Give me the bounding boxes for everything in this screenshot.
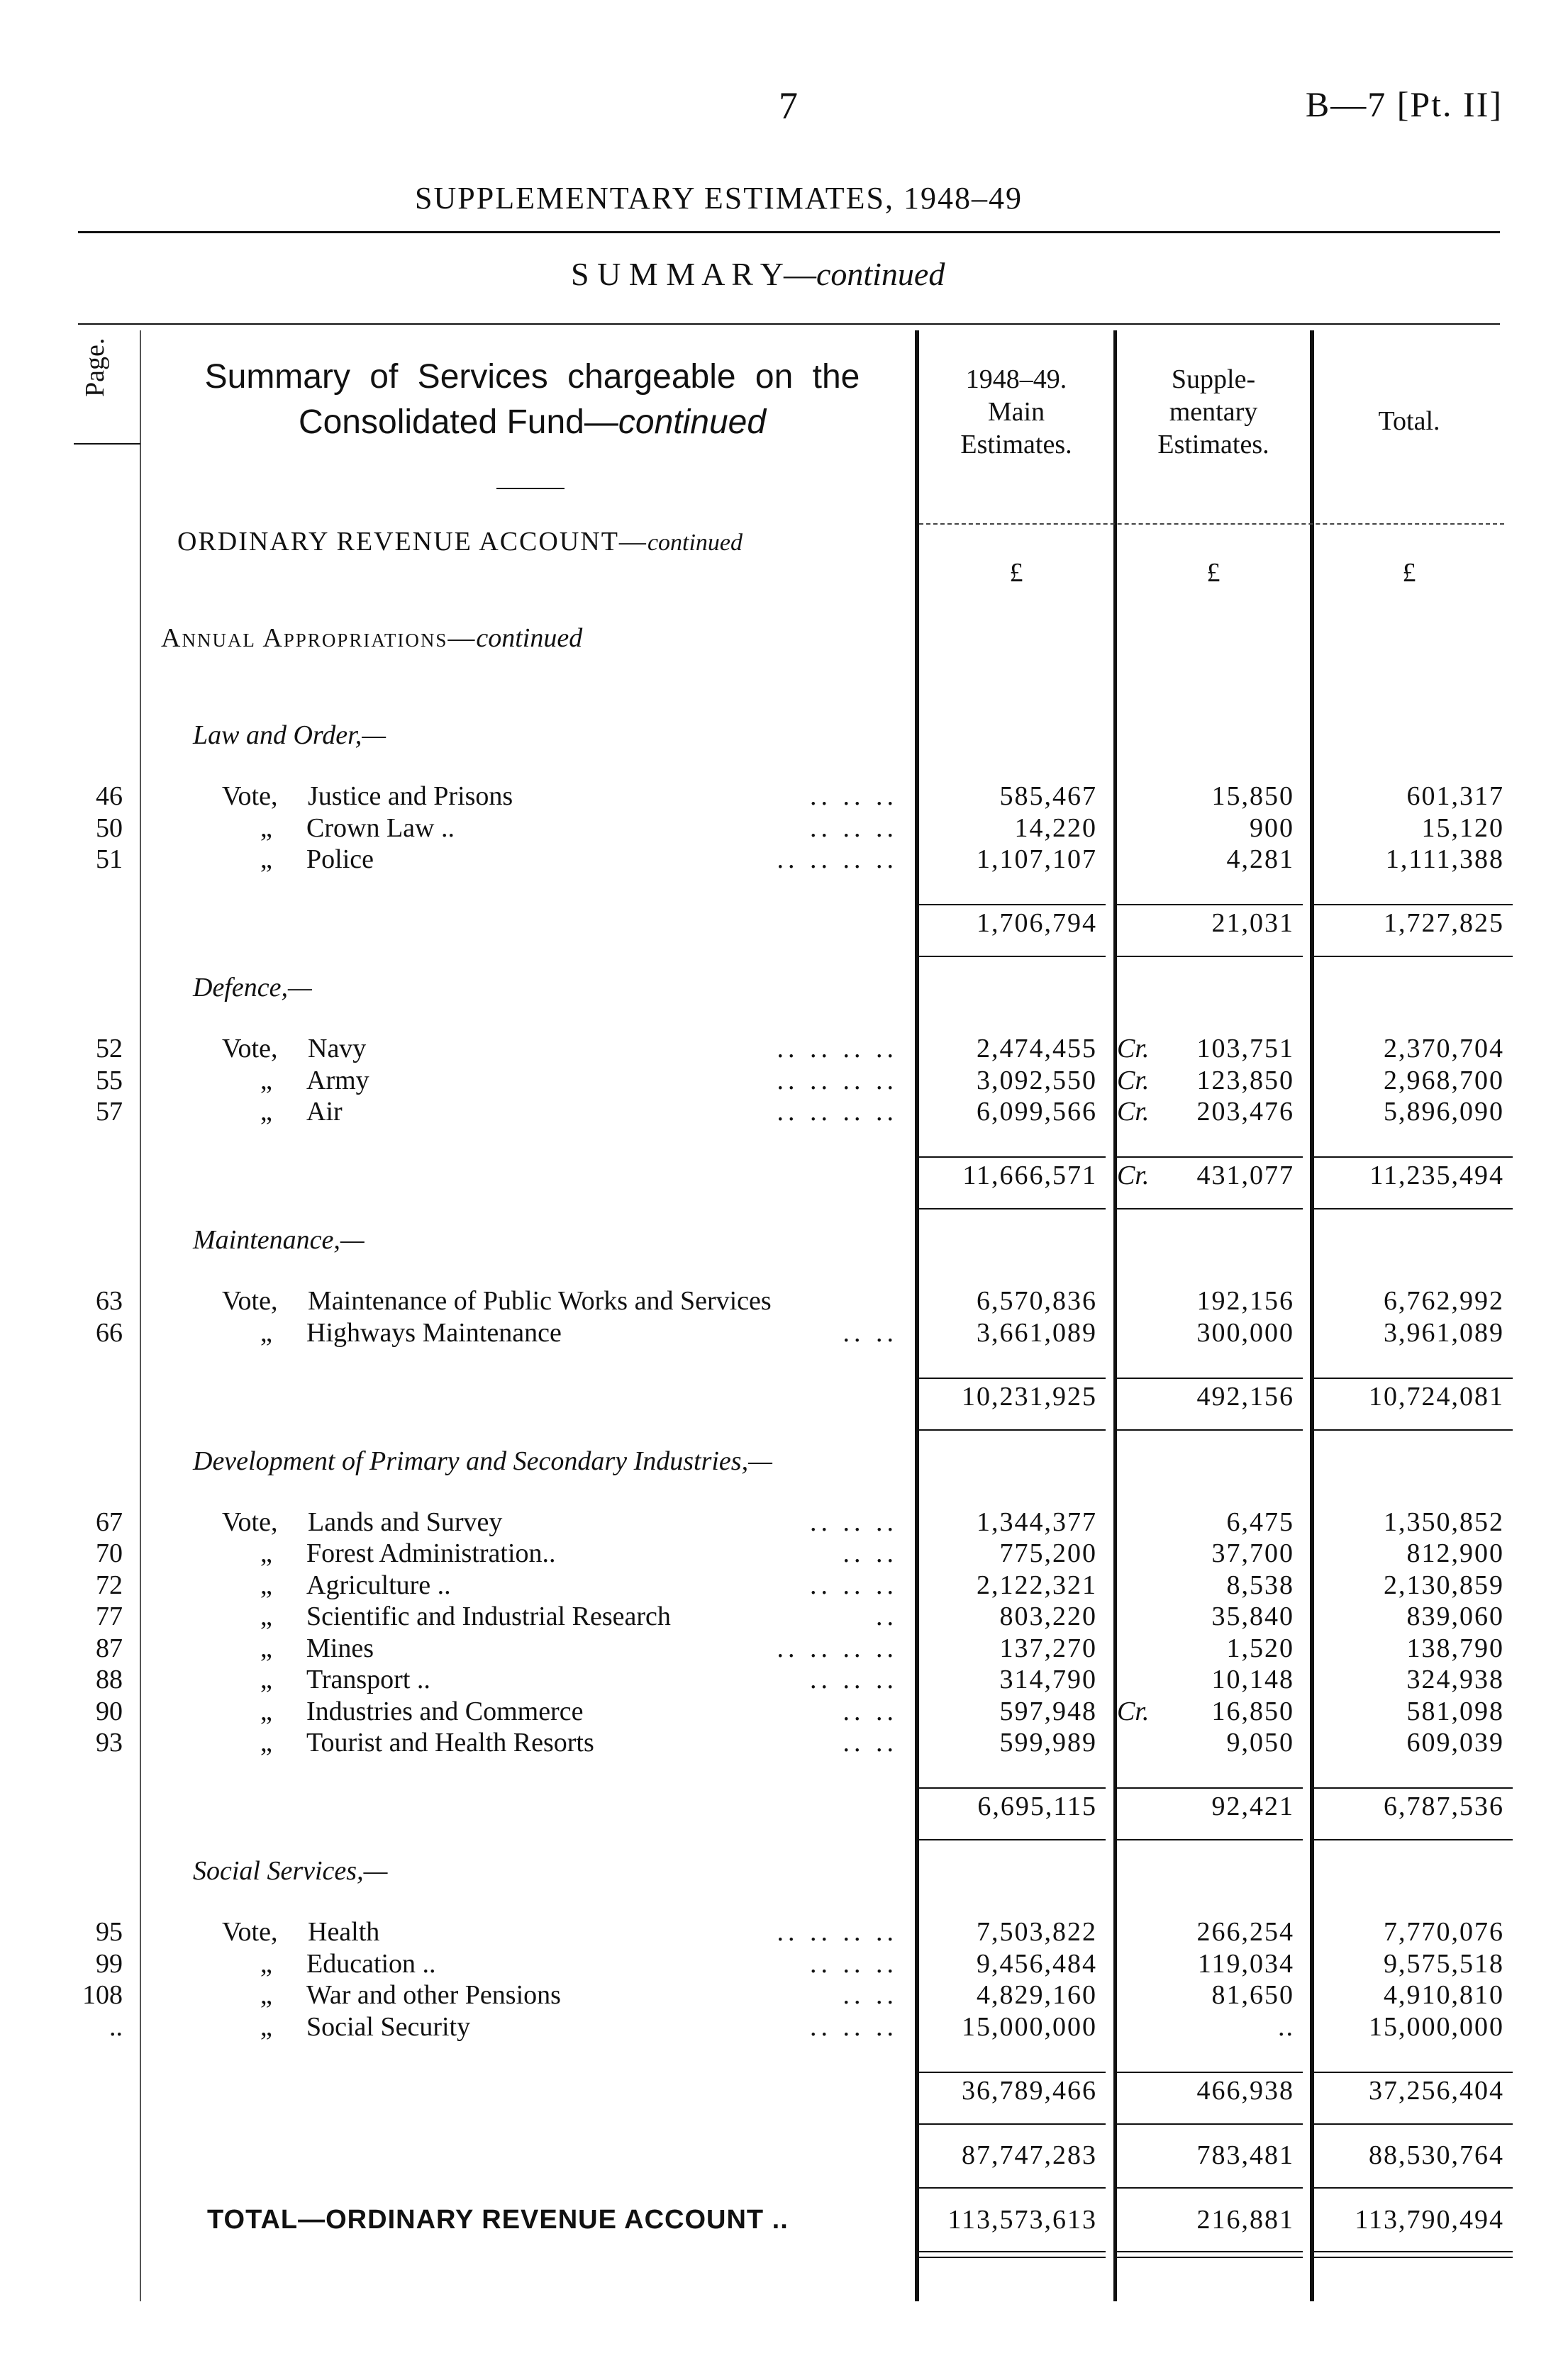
row-page-number: 95 [96,1917,123,1947]
row-vote-prefix: „ [260,1570,272,1600]
row-supp [1117,1696,1294,1727]
row-vote-prefix: „ [260,1633,272,1663]
row-leaders: .. .. .. .. [777,1917,898,1947]
subtotal-top-rule [1117,904,1303,905]
subtotal-top-rule [1117,2072,1303,2073]
row-supp: 8,538 [1226,1570,1294,1600]
row-main: 585,467 [999,781,1097,811]
row-total: 839,060 [1406,1602,1504,1631]
col2-header-line: Supple- [1171,364,1256,394]
row-service-name: Highways Maintenance [306,1317,562,1348]
credit-value: 103,751 [1196,1034,1294,1063]
total-supp: 216,881 [1196,2204,1294,2235]
row-service-name: Tourist and Health Resorts [306,1728,594,1758]
row-total: 2,370,704 [1384,1034,1504,1063]
subtotal-bottom-rule [1314,1429,1513,1431]
summary-caps: S U M M A R Y— [571,256,816,292]
row-total: 1,350,852 [1384,1507,1504,1537]
row-leaders: .. .. .. .. [777,844,898,874]
row-vote-prefix: „ [260,1728,272,1758]
row-supp: 4,281 [1226,844,1294,874]
row-service-name: Navy [308,1034,367,1063]
row-leaders: .. [876,1602,898,1631]
section-subtotal-total: 10,724,081 [1369,1381,1504,1412]
row-supp [1117,1096,1294,1127]
description-continued: continued [618,403,767,441]
section-subtotal-total: 11,235,494 [1369,1161,1504,1190]
subtotal-top-rule [919,904,1106,905]
currency-col1: £ [1009,558,1023,588]
col2-header-line: mentary [1169,397,1258,427]
total-rule-2 [1117,2257,1303,2258]
credit-marker: Cr. [1117,1696,1150,1726]
page-column-label: Page. [80,337,110,397]
col3-header-line: Total. [1378,406,1440,436]
grand-subtotal-total: 88,530,764 [1369,2140,1504,2170]
row-leaders: .. .. [843,1728,898,1758]
section-subtotal-supp: 92,421 [1211,1792,1294,1821]
credit-value: 431,077 [1196,1161,1294,1190]
row-main: 6,099,566 [977,1097,1097,1127]
row-supp [1117,1033,1294,1064]
row-main: 599,989 [999,1728,1097,1758]
subtotal-top-rule [1117,1787,1303,1789]
row-service-name: Lands and Survey [308,1507,503,1537]
row-total: 138,790 [1406,1633,1504,1663]
row-page-number: 99 [96,1948,123,1979]
row-vote-prefix: „ [260,1948,272,1979]
row-total: 2,968,700 [1384,1065,1504,1095]
section-subtotal-total: 1,727,825 [1384,908,1504,938]
row-service-name: Air [306,1097,343,1127]
subtotal-bottom-rule [919,956,1106,957]
row-vote-prefix: „ [260,1097,272,1127]
row-supp: 10,148 [1211,1665,1294,1694]
section-subtotal-main: 6,695,115 [977,1792,1097,1821]
subtotal-top-rule [919,1156,1106,1158]
row-supp: 266,254 [1196,1917,1294,1947]
subtotal-top-rule [1314,1378,1513,1379]
subtotal-bottom-rule [1117,1208,1303,1209]
row-supp: .. [1278,2011,1294,2042]
subtotal-bottom-rule [1314,1839,1513,1840]
row-total: 9,575,518 [1384,1948,1504,1979]
subtotal-bottom-rule [919,1208,1106,1209]
total-rule-1 [919,2251,1106,2252]
row-service-name: Scientific and Industrial Research [306,1602,671,1631]
section-subtotal-main: 11,666,571 [962,1161,1097,1190]
row-vote-prefix: Vote, [222,1917,278,1947]
row-leaders: .. .. [843,1980,898,2010]
subtotal-bottom-rule [919,1429,1106,1431]
col2-header-line: Estimates. [1157,430,1269,459]
section-subtotal-main: 10,231,925 [962,1381,1097,1412]
description-line1: Summary of Services chargeable on the [204,358,860,396]
description-line2: Consolidated Fund— [298,403,618,441]
row-total: 812,900 [1406,1538,1504,1568]
grand-subtotal-supp: 783,481 [1196,2140,1294,2170]
row-vote-prefix: Vote, [222,1507,278,1537]
table-description [162,354,903,445]
row-total: 3,961,089 [1384,1317,1504,1348]
row-main: 1,107,107 [977,844,1097,874]
row-leaders: .. .. .. .. [777,1034,898,1063]
account-heading-text: ORDINARY REVENUE ACCOUNT— [177,527,647,557]
row-page-number: 77 [96,1602,123,1631]
total-main: 113,573,613 [947,2204,1097,2235]
row-leaders: .. .. .. .. [777,1633,898,1663]
row-vote-prefix: „ [260,1980,272,2010]
row-main: 6,570,836 [977,1286,1097,1316]
row-main: 597,948 [999,1696,1097,1726]
row-page-number: 57 [96,1097,123,1127]
row-main: 3,661,089 [977,1317,1097,1348]
col1-header-line: Main [987,397,1045,427]
row-page-number: 55 [96,1065,123,1095]
row-service-name: Police [306,844,374,874]
row-vote-prefix: „ [260,812,272,843]
subtotal-bottom-rule [1314,1208,1513,1209]
row-total: 6,762,992 [1384,1286,1504,1316]
section-subtotal-supp: 492,156 [1196,1381,1294,1412]
credit-marker: Cr. [1117,1161,1150,1190]
row-leaders: .. .. .. .. [777,1065,898,1095]
row-total: 609,039 [1406,1728,1504,1758]
summary-rule [78,323,1500,325]
grand-subtotal-rule [919,2187,1106,2189]
row-service-name: Crown Law .. [306,812,455,843]
row-leaders: .. .. [843,1538,898,1568]
row-total: 4,910,810 [1384,1980,1504,2010]
row-page-number: 72 [96,1570,123,1600]
row-main: 14,220 [1014,812,1097,843]
row-page-number: 70 [96,1538,123,1568]
section-heading: Law and Order,— [193,720,387,750]
description-short-rule [496,488,565,489]
col3-header [1314,406,1504,437]
row-total: 5,896,090 [1384,1097,1504,1127]
section-subtotal-main: 36,789,466 [962,2075,1097,2106]
page-column-divider [140,330,141,2301]
section-heading: Social Services,— [193,1856,388,1886]
row-supp: 9,050 [1226,1728,1294,1758]
total-rule-1 [1314,2251,1513,2252]
page-number: 7 [779,84,798,127]
section-subtotal-supp: 21,031 [1211,908,1294,938]
total-total: 113,790,494 [1355,2204,1504,2235]
row-leaders: .. .. .. [810,2011,898,2042]
subtotal-top-rule [919,1378,1106,1379]
row-vote-prefix: „ [260,1538,272,1568]
row-total: 324,938 [1406,1665,1504,1694]
row-supp: 1,520 [1226,1633,1294,1663]
row-page-number: 50 [96,812,123,843]
grand-subtotal-main: 87,747,283 [962,2140,1097,2170]
row-leaders: .. .. .. [810,1570,898,1600]
row-main: 9,456,484 [977,1948,1097,1979]
row-vote-prefix: „ [260,2011,272,2042]
section-subtotal-main: 1,706,794 [977,908,1097,938]
row-vote-prefix: Vote, [222,1034,278,1063]
section-heading: Defence,— [193,973,312,1002]
row-main: 7,503,822 [977,1917,1097,1947]
total-label: TOTAL—ORDINARY REVENUE ACCOUNT .. [207,2204,789,2235]
row-supp [1117,1065,1294,1096]
row-vote-prefix: „ [260,844,272,874]
row-page-number: 51 [96,844,123,874]
credit-marker: Cr. [1117,1065,1150,1095]
page-reference: B—7 [Pt. II] [1305,84,1503,124]
subtotal-top-rule [1314,1156,1513,1158]
total-rule-2 [919,2257,1106,2258]
row-service-name: Maintenance of Public Works and Services [308,1286,772,1316]
row-page-number: 67 [96,1507,123,1537]
row-vote-prefix: „ [260,1665,272,1694]
subtotal-bottom-rule [919,2123,1106,2125]
row-supp: 300,000 [1196,1317,1294,1348]
credit-marker: Cr. [1117,1097,1150,1127]
subtotal-bottom-rule [1314,2123,1513,2125]
row-leaders: .. .. [843,1317,898,1348]
row-leaders: .. .. .. [810,812,898,843]
row-page-number: 52 [96,1034,123,1063]
total-rule-1 [1117,2251,1303,2252]
row-supp: 119,034 [1197,1948,1294,1979]
row-total: 7,770,076 [1384,1917,1504,1947]
row-page-number: 108 [82,1980,123,2010]
row-total: 601,317 [1406,781,1504,811]
subtotal-top-rule [1314,1787,1513,1789]
col1-header-line: 1948–49. [965,364,1067,394]
row-service-name: Forest Administration.. [306,1538,556,1568]
section-subtotal-supp [1117,1160,1294,1191]
row-main: 3,092,550 [977,1065,1097,1095]
subtotal-bottom-rule [1117,1839,1303,1840]
currency-col2: £ [1206,558,1221,588]
row-page-number: 63 [96,1286,123,1316]
row-service-name: Justice and Prisons [308,781,513,811]
row-vote-prefix: „ [260,1065,272,1095]
account-heading-continued: continued [647,530,743,556]
row-page-number: 66 [96,1317,123,1348]
row-total: 581,098 [1406,1696,1504,1726]
row-page-number: .. [109,2011,123,2042]
appropriations-heading-continued: continued [476,623,583,653]
appropriations-heading [161,622,582,654]
row-service-name: Social Security [306,2011,471,2042]
row-main: 2,122,321 [977,1570,1097,1600]
row-main: 2,474,455 [977,1034,1097,1063]
row-main: 314,790 [999,1665,1097,1694]
title-rule [78,231,1500,233]
row-supp: 192,156 [1196,1286,1294,1316]
row-main: 15,000,000 [962,2011,1097,2042]
row-main: 1,344,377 [977,1507,1097,1537]
row-leaders: .. .. .. .. [777,1097,898,1127]
row-leaders: .. .. .. [810,781,898,811]
row-page-number: 93 [96,1728,123,1758]
row-total: 15,000,000 [1369,2011,1504,2042]
row-leaders: .. .. [843,1696,898,1726]
section-subtotal-supp: 466,938 [1196,2075,1294,2106]
row-service-name: Health [308,1917,380,1947]
row-supp: 37,700 [1211,1538,1294,1568]
page-label-rule [74,443,140,445]
row-page-number: 90 [96,1696,123,1726]
row-page-number: 46 [96,781,123,811]
subtotal-top-rule [1314,2072,1513,2073]
row-total: 1,111,388 [1385,844,1504,874]
row-leaders: .. .. .. [810,1948,898,1979]
credit-marker: Cr. [1117,1034,1150,1063]
row-leaders: .. .. .. [810,1507,898,1537]
row-page-number: 87 [96,1633,123,1663]
subtotal-bottom-rule [1314,956,1513,957]
account-heading [177,526,743,559]
grand-subtotal-rule [1117,2187,1303,2189]
currency-col3: £ [1402,558,1416,588]
section-heading: Development of Primary and Secondary Industries,— [193,1446,772,1476]
row-service-name: Industries and Commerce [306,1696,584,1726]
row-leaders: .. .. .. [810,1665,898,1694]
row-service-name: War and other Pensions [306,1980,561,2010]
row-vote-prefix: Vote, [222,781,278,811]
row-vote-prefix: „ [260,1317,272,1348]
subtotal-top-rule [919,2072,1106,2073]
row-total: 15,120 [1421,812,1504,843]
subtotal-bottom-rule [1117,956,1303,957]
row-service-name: Army [306,1065,369,1095]
subtotal-top-rule [1117,1378,1303,1379]
row-service-name: Agriculture .. [306,1570,451,1600]
total-rule-2 [1314,2257,1513,2258]
row-service-name: Mines [306,1633,374,1663]
row-total: 2,130,859 [1384,1570,1504,1600]
appropriations-heading-text: Annual Appropriations— [161,623,477,653]
row-page-number: 88 [96,1665,123,1694]
grand-subtotal-rule [1314,2187,1513,2189]
subtotal-top-rule [1314,904,1513,905]
col2-header [1117,363,1310,461]
section-subtotal-total: 6,787,536 [1384,1792,1504,1821]
row-main: 137,270 [999,1633,1097,1663]
subtotal-bottom-rule [919,1839,1106,1840]
credit-value: 123,850 [1196,1065,1294,1095]
summary-heading [571,255,945,293]
row-supp: 35,840 [1211,1602,1294,1631]
section-heading: Maintenance,— [193,1225,365,1255]
row-supp: 15,850 [1211,781,1294,811]
row-supp: 6,475 [1226,1507,1294,1537]
row-vote-prefix: Vote, [222,1286,278,1316]
row-service-name: Transport .. [306,1665,430,1694]
credit-value: 203,476 [1196,1097,1294,1127]
col1-header-line: Estimates. [960,430,1072,459]
row-supp: 900 [1250,812,1294,843]
col1-header [919,363,1113,461]
summary-continued: continued [816,256,945,292]
header-bottom-rule [919,523,1504,525]
subtotal-top-rule [919,1787,1106,1789]
row-supp: 81,650 [1211,1980,1294,2010]
subtotal-bottom-rule [1117,1429,1303,1431]
row-main: 775,200 [999,1538,1097,1568]
subtotal-bottom-rule [1117,2123,1303,2125]
credit-value: 16,850 [1211,1696,1294,1726]
document-title: SUPPLEMENTARY ESTIMATES, 1948–49 [415,181,1023,216]
row-main: 803,220 [999,1602,1097,1631]
row-vote-prefix: „ [260,1696,272,1726]
row-vote-prefix: „ [260,1602,272,1631]
section-subtotal-total: 37,256,404 [1369,2075,1504,2106]
subtotal-top-rule [1117,1156,1303,1158]
row-service-name: Education .. [306,1948,436,1979]
row-main: 4,829,160 [977,1980,1097,2010]
